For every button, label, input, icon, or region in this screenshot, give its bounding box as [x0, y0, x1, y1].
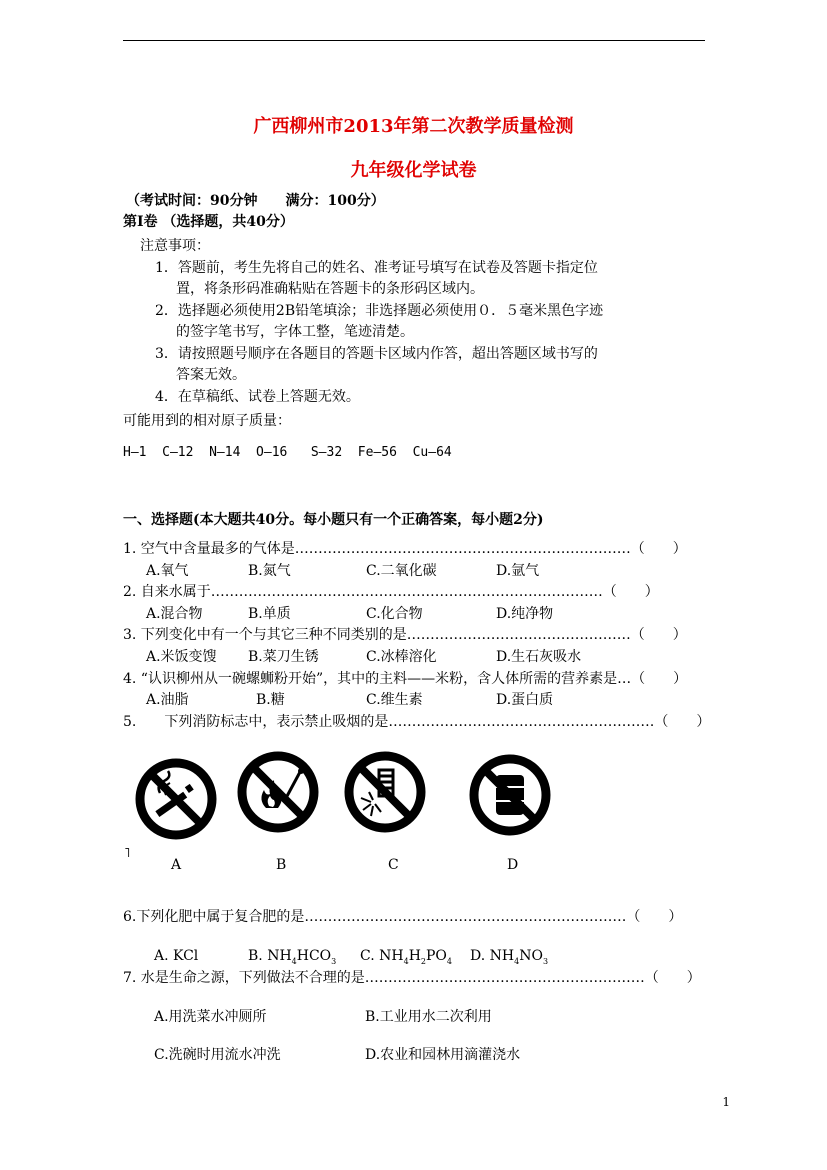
q2-option-b[interactable]: B.单质 — [248, 606, 291, 622]
q6-option-a[interactable]: A. KCl — [154, 948, 199, 964]
note-3-line-2: 答案无效。 — [176, 367, 246, 383]
q2-option-a[interactable]: A.混合物 — [146, 606, 203, 622]
question-3-stem: 3. 下列变化中有一个与其它三种不同类别的是…………………………………………（ ） — [123, 627, 687, 643]
part-title: 第Ⅰ卷 （选择题，共40分） — [123, 214, 294, 230]
no-flammable-barrel-icon[interactable] — [468, 753, 552, 837]
note-3-line-1: 3．请按照题号顺序在各题目的答题卡区域内作答，超出答题区域书写的 — [155, 346, 598, 362]
note-1-line-2: 置，将条形码准确粘贴在答题卡的条形码区域内。 — [176, 281, 484, 297]
question-7-stem: 7. 水是生命之源，下列做法不合理的是……………………………………………………（ ） — [123, 970, 701, 986]
no-fireworks-icon[interactable] — [343, 750, 427, 834]
page-title: 广西柳州市2013年第二次教学质量检测 — [253, 116, 574, 137]
atomic-mass-heading: 可能用到的相对原子质量： — [123, 413, 291, 429]
note-2-line-1: 2．选择题必须使用2B铅笔填涂；非选择题必须使用０．５毫米黑色字迹 — [155, 303, 604, 319]
q7-option-c[interactable]: C.洗碗时用流水冲洗 — [154, 1047, 281, 1063]
q3-option-c[interactable]: C.冰棒溶化 — [366, 649, 437, 665]
exam-info: （考试时间：90分钟 满分：100分） — [126, 193, 385, 209]
header-rule — [123, 40, 705, 41]
note-2-line-2: 的签字笔书写，字体工整，笔迹清楚。 — [176, 324, 414, 340]
q4-option-c[interactable]: C.维生素 — [366, 692, 423, 708]
q7-option-a[interactable]: A.用洗菜水冲厕所 — [154, 1009, 267, 1025]
q6-option-b[interactable]: B. $NH_4HCO_3$ — [248, 948, 337, 966]
q1-option-d[interactable]: D.氩气 — [496, 563, 540, 579]
atomic-mass-values: H—1 C—12 N—14 O—16 S—32 Fe—56 Cu—64 — [123, 445, 452, 460]
q7-option-d[interactable]: D.农业和园林用滴灌浇水 — [365, 1047, 521, 1063]
q6-option-c[interactable]: C. $NH_4H_2PO_4$ — [360, 948, 452, 966]
q5-corner-mark: ˥ — [124, 846, 131, 861]
question-2-stem: 2. 自来水属于…………………………………………………………………………（ ） — [123, 584, 659, 600]
q1-option-a[interactable]: A.氧气 — [146, 563, 189, 579]
note-1-line-1: 1．答题前，考生先将自己的姓名、准考证号填写在试卷及答题卡指定位 — [155, 260, 598, 276]
question-4-stem: 4. “认识柳州从一碗螺蛳粉开始”，其中的主料——米粉，含人体所需的营养素是…（ ） — [123, 671, 688, 687]
q5-option-a[interactable]: A — [171, 857, 182, 873]
q1-option-c[interactable]: C.二氧化碳 — [366, 563, 437, 579]
q5-option-b[interactable]: B — [276, 857, 287, 873]
no-open-flame-icon[interactable] — [236, 750, 320, 834]
q4-option-a[interactable]: A.油脂 — [146, 692, 189, 708]
q1-option-b[interactable]: B.氮气 — [248, 563, 291, 579]
notes-heading: 注意事项： — [140, 238, 210, 254]
q2-option-c[interactable]: C.化合物 — [366, 606, 423, 622]
page-subtitle: 九年级化学试卷 — [350, 160, 477, 181]
q2-option-d[interactable]: D.纯净物 — [496, 606, 554, 622]
page-number: 1 — [722, 1095, 730, 1109]
q4-option-b[interactable]: B.糖 — [256, 692, 285, 708]
section-1-heading: 一、选择题(本大题共40分。每小题只有一个正确答案，每小题2分) — [123, 512, 544, 528]
no-smoking-icon[interactable] — [134, 757, 218, 841]
q7-option-b[interactable]: B.工业用水二次利用 — [365, 1009, 492, 1025]
q3-option-d[interactable]: D.生石灰吸水 — [496, 649, 582, 665]
question-6-stem: 6.下列化肥中属于复合肥的是……………………………………………………………（ ） — [123, 909, 683, 925]
q4-option-d[interactable]: D.蛋白质 — [496, 692, 554, 708]
q5-option-d[interactable]: D — [507, 857, 519, 873]
question-1-stem: 1. 空气中含量最多的气体是………………………………………………………………（ ） — [123, 541, 687, 557]
note-4-line-1: 4．在草稿纸、试卷上答题无效。 — [155, 389, 360, 405]
q5-option-c[interactable]: C — [388, 857, 399, 873]
q6-option-d[interactable]: D. $NH_4NO_3$ — [470, 948, 549, 966]
q3-option-b[interactable]: B.菜刀生锈 — [248, 649, 319, 665]
q3-option-a[interactable]: A.米饭变馊 — [146, 649, 217, 665]
question-5-stem: 5. 下列消防标志中，表示禁止吸烟的是…………………………………………………（ ） — [123, 714, 711, 730]
